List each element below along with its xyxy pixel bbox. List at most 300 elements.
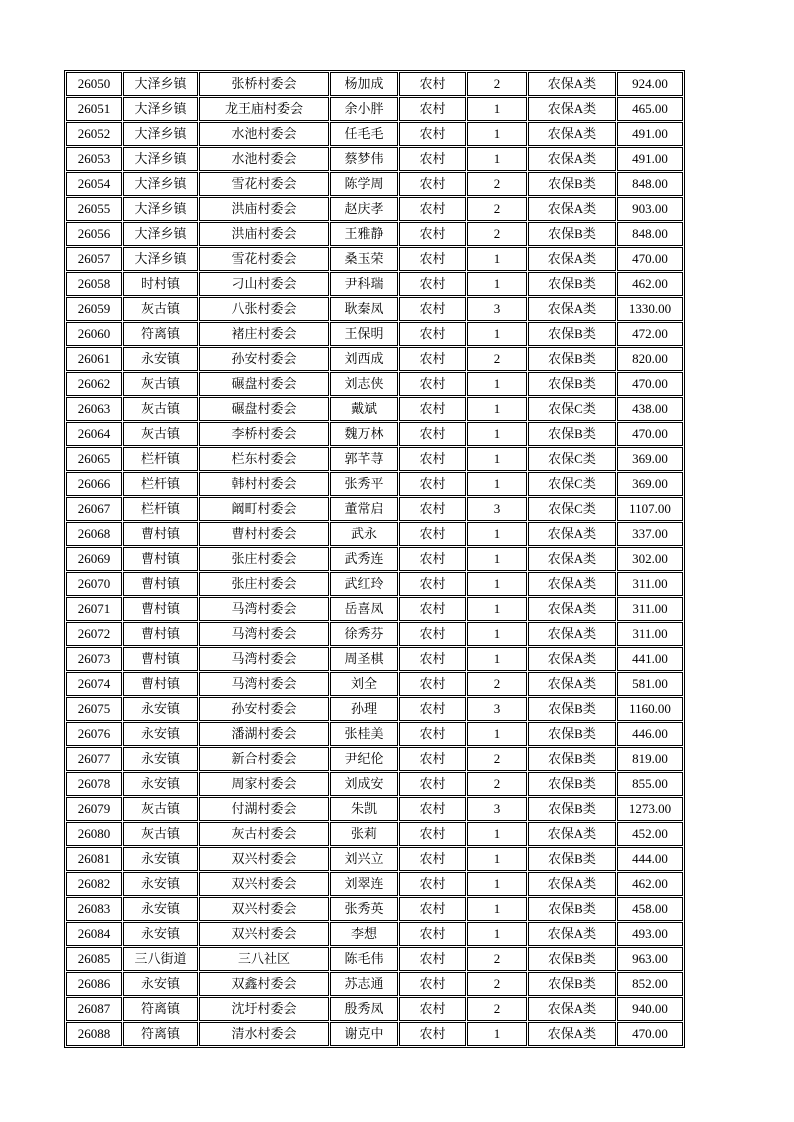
cell-village-committee: 周家村委会 xyxy=(199,772,329,796)
cell-person-name: 杨加成 xyxy=(330,72,398,96)
table-row xyxy=(66,347,683,371)
cell-village-committee: 张庄村委会 xyxy=(199,572,329,596)
cell-insurance-class: 农保B类 xyxy=(528,847,616,871)
cell-insurance-class: 农保A类 xyxy=(528,822,616,846)
cell-person-name: 蔡梦伟 xyxy=(330,147,398,171)
cell-household-type: 农村 xyxy=(399,222,466,246)
cell-town: 曹村镇 xyxy=(123,672,198,696)
cell-insurance-class: 农保B类 xyxy=(528,172,616,196)
cell-amount: 963.00 xyxy=(617,947,683,971)
cell-insurance-class: 农保A类 xyxy=(528,622,616,646)
cell-town: 永安镇 xyxy=(123,772,198,796)
cell-amount: 581.00 xyxy=(617,672,683,696)
cell-insurance-class: 农保A类 xyxy=(528,922,616,946)
table-row xyxy=(66,1022,683,1046)
cell-record-id: 26069 xyxy=(66,547,122,571)
cell-town: 大泽乡镇 xyxy=(123,172,198,196)
cell-record-id: 26072 xyxy=(66,622,122,646)
cell-village-committee: 付湖村委会 xyxy=(199,797,329,821)
cell-insurance-class: 农保A类 xyxy=(528,247,616,271)
cell-record-id: 26073 xyxy=(66,647,122,671)
cell-village-committee: 灰古村委会 xyxy=(199,822,329,846)
table-row xyxy=(66,497,683,521)
cell-person-name: 谢克中 xyxy=(330,1022,398,1046)
cell-town: 灰古镇 xyxy=(123,422,198,446)
table-row xyxy=(66,947,683,971)
cell-town: 栏杆镇 xyxy=(123,472,198,496)
cell-insurance-class: 农保A类 xyxy=(528,97,616,121)
cell-insurance-class: 农保B类 xyxy=(528,747,616,771)
cell-household-type: 农村 xyxy=(399,447,466,471)
cell-household-type: 农村 xyxy=(399,197,466,221)
cell-amount: 493.00 xyxy=(617,922,683,946)
cell-amount: 1273.00 xyxy=(617,797,683,821)
cell-insurance-class: 农保B类 xyxy=(528,347,616,371)
cell-household-type: 农村 xyxy=(399,622,466,646)
cell-town: 灰古镇 xyxy=(123,797,198,821)
cell-person-count: 1 xyxy=(467,147,527,171)
cell-village-committee: 曹村村委会 xyxy=(199,522,329,546)
cell-person-name: 耿秦凤 xyxy=(330,297,398,321)
records-table xyxy=(64,70,685,1048)
cell-insurance-class: 农保C类 xyxy=(528,397,616,421)
cell-person-name: 张莉 xyxy=(330,822,398,846)
cell-household-type: 农村 xyxy=(399,747,466,771)
cell-household-type: 农村 xyxy=(399,597,466,621)
cell-record-id: 26054 xyxy=(66,172,122,196)
cell-town: 永安镇 xyxy=(123,922,198,946)
cell-household-type: 农村 xyxy=(399,122,466,146)
cell-town: 曹村镇 xyxy=(123,572,198,596)
cell-village-committee: 雪花村委会 xyxy=(199,247,329,271)
cell-amount: 848.00 xyxy=(617,172,683,196)
cell-person-name: 董常启 xyxy=(330,497,398,521)
table-row xyxy=(66,422,683,446)
cell-town: 灰古镇 xyxy=(123,822,198,846)
cell-insurance-class: 农保B类 xyxy=(528,947,616,971)
cell-household-type: 农村 xyxy=(399,72,466,96)
cell-household-type: 农村 xyxy=(399,897,466,921)
cell-household-type: 农村 xyxy=(399,822,466,846)
cell-town: 永安镇 xyxy=(123,747,198,771)
cell-record-id: 26065 xyxy=(66,447,122,471)
cell-insurance-class: 农保A类 xyxy=(528,647,616,671)
cell-household-type: 农村 xyxy=(399,522,466,546)
cell-person-count: 3 xyxy=(467,497,527,521)
cell-town: 永安镇 xyxy=(123,697,198,721)
cell-household-type: 农村 xyxy=(399,572,466,596)
cell-amount: 462.00 xyxy=(617,272,683,296)
cell-person-count: 2 xyxy=(467,972,527,996)
cell-town: 永安镇 xyxy=(123,872,198,896)
cell-household-type: 农村 xyxy=(399,272,466,296)
table-row xyxy=(66,447,683,471)
cell-amount: 444.00 xyxy=(617,847,683,871)
cell-household-type: 农村 xyxy=(399,97,466,121)
cell-insurance-class: 农保B类 xyxy=(528,372,616,396)
cell-person-name: 戴斌 xyxy=(330,397,398,421)
cell-record-id: 26074 xyxy=(66,672,122,696)
cell-amount: 1160.00 xyxy=(617,697,683,721)
cell-amount: 855.00 xyxy=(617,772,683,796)
table-row xyxy=(66,722,683,746)
cell-insurance-class: 农保A类 xyxy=(528,597,616,621)
cell-person-name: 李想 xyxy=(330,922,398,946)
cell-household-type: 农村 xyxy=(399,397,466,421)
cell-insurance-class: 农保A类 xyxy=(528,572,616,596)
cell-household-type: 农村 xyxy=(399,1022,466,1046)
cell-person-name: 张秀英 xyxy=(330,897,398,921)
cell-household-type: 农村 xyxy=(399,872,466,896)
cell-village-committee: 沈圩村委会 xyxy=(199,997,329,1021)
cell-person-count: 3 xyxy=(467,297,527,321)
cell-town: 曹村镇 xyxy=(123,522,198,546)
cell-person-name: 张桂美 xyxy=(330,722,398,746)
cell-record-id: 26087 xyxy=(66,997,122,1021)
cell-person-name: 尹纪伦 xyxy=(330,747,398,771)
cell-person-name: 朱凯 xyxy=(330,797,398,821)
cell-village-committee: 李桥村委会 xyxy=(199,422,329,446)
cell-record-id: 26057 xyxy=(66,247,122,271)
cell-village-committee: 双兴村委会 xyxy=(199,847,329,871)
cell-town: 栏杆镇 xyxy=(123,447,198,471)
cell-person-name: 苏志通 xyxy=(330,972,398,996)
cell-person-name: 殷秀凤 xyxy=(330,997,398,1021)
cell-person-count: 1 xyxy=(467,372,527,396)
cell-person-name: 王雅静 xyxy=(330,222,398,246)
cell-town: 曹村镇 xyxy=(123,597,198,621)
cell-person-name: 刘西成 xyxy=(330,347,398,371)
cell-insurance-class: 农保C类 xyxy=(528,497,616,521)
table-row xyxy=(66,322,683,346)
cell-insurance-class: 农保A类 xyxy=(528,547,616,571)
cell-person-count: 3 xyxy=(467,797,527,821)
cell-household-type: 农村 xyxy=(399,997,466,1021)
cell-insurance-class: 农保A类 xyxy=(528,147,616,171)
cell-amount: 458.00 xyxy=(617,897,683,921)
cell-town: 永安镇 xyxy=(123,347,198,371)
cell-person-count: 1 xyxy=(467,472,527,496)
cell-amount: 820.00 xyxy=(617,347,683,371)
cell-record-id: 26070 xyxy=(66,572,122,596)
cell-amount: 491.00 xyxy=(617,122,683,146)
cell-village-committee: 褚庄村委会 xyxy=(199,322,329,346)
cell-record-id: 26088 xyxy=(66,1022,122,1046)
table-row xyxy=(66,522,683,546)
cell-insurance-class: 农保B类 xyxy=(528,697,616,721)
cell-village-committee: 洪庙村委会 xyxy=(199,222,329,246)
cell-person-count: 2 xyxy=(467,772,527,796)
cell-person-count: 1 xyxy=(467,922,527,946)
cell-insurance-class: 农保A类 xyxy=(528,72,616,96)
cell-insurance-class: 农保C类 xyxy=(528,472,616,496)
table-row xyxy=(66,122,683,146)
cell-village-committee: 潘湖村委会 xyxy=(199,722,329,746)
cell-amount: 470.00 xyxy=(617,422,683,446)
cell-town: 三八街道 xyxy=(123,947,198,971)
table-row xyxy=(66,747,683,771)
table-row xyxy=(66,572,683,596)
cell-village-committee: 韩村村委会 xyxy=(199,472,329,496)
cell-person-count: 1 xyxy=(467,572,527,596)
cell-amount: 452.00 xyxy=(617,822,683,846)
cell-record-id: 26082 xyxy=(66,872,122,896)
cell-person-name: 王保明 xyxy=(330,322,398,346)
cell-person-name: 刘成安 xyxy=(330,772,398,796)
table-row xyxy=(66,822,683,846)
cell-household-type: 农村 xyxy=(399,697,466,721)
cell-record-id: 26080 xyxy=(66,822,122,846)
cell-person-name: 赵庆孝 xyxy=(330,197,398,221)
cell-insurance-class: 农保B类 xyxy=(528,772,616,796)
cell-person-name: 刘兴立 xyxy=(330,847,398,871)
cell-insurance-class: 农保A类 xyxy=(528,197,616,221)
cell-person-count: 1 xyxy=(467,97,527,121)
cell-insurance-class: 农保B类 xyxy=(528,222,616,246)
cell-village-committee: 雪花村委会 xyxy=(199,172,329,196)
cell-record-id: 26051 xyxy=(66,97,122,121)
cell-amount: 446.00 xyxy=(617,722,683,746)
cell-village-committee: 碾盘村委会 xyxy=(199,372,329,396)
cell-person-count: 1 xyxy=(467,597,527,621)
table-row xyxy=(66,772,683,796)
cell-amount: 470.00 xyxy=(617,1022,683,1046)
cell-household-type: 农村 xyxy=(399,247,466,271)
cell-record-id: 26084 xyxy=(66,922,122,946)
cell-village-committee: 双鑫村委会 xyxy=(199,972,329,996)
cell-record-id: 26081 xyxy=(66,847,122,871)
cell-town: 大泽乡镇 xyxy=(123,72,198,96)
cell-person-count: 1 xyxy=(467,397,527,421)
table-body xyxy=(66,72,683,1046)
table-row xyxy=(66,97,683,121)
cell-village-committee: 孙安村委会 xyxy=(199,697,329,721)
cell-village-committee: 碾盘村委会 xyxy=(199,397,329,421)
cell-person-name: 周圣棋 xyxy=(330,647,398,671)
cell-household-type: 农村 xyxy=(399,647,466,671)
cell-person-count: 2 xyxy=(467,197,527,221)
table-row xyxy=(66,622,683,646)
cell-person-name: 刘志侠 xyxy=(330,372,398,396)
cell-person-name: 魏万林 xyxy=(330,422,398,446)
cell-town: 灰古镇 xyxy=(123,397,198,421)
cell-amount: 1330.00 xyxy=(617,297,683,321)
table-row xyxy=(66,872,683,896)
table-row xyxy=(66,472,683,496)
cell-record-id: 26052 xyxy=(66,122,122,146)
cell-household-type: 农村 xyxy=(399,797,466,821)
cell-village-committee: 双兴村委会 xyxy=(199,897,329,921)
cell-town: 灰古镇 xyxy=(123,297,198,321)
cell-village-committee: 马湾村委会 xyxy=(199,647,329,671)
cell-record-id: 26086 xyxy=(66,972,122,996)
cell-household-type: 农村 xyxy=(399,497,466,521)
cell-person-count: 1 xyxy=(467,897,527,921)
cell-record-id: 26083 xyxy=(66,897,122,921)
cell-amount: 1107.00 xyxy=(617,497,683,521)
cell-village-committee: 刁山村委会 xyxy=(199,272,329,296)
cell-record-id: 26079 xyxy=(66,797,122,821)
cell-insurance-class: 农保A类 xyxy=(528,297,616,321)
cell-person-count: 1 xyxy=(467,322,527,346)
cell-village-committee: 阚町村委会 xyxy=(199,497,329,521)
cell-person-count: 2 xyxy=(467,172,527,196)
cell-amount: 438.00 xyxy=(617,397,683,421)
cell-village-committee: 双兴村委会 xyxy=(199,872,329,896)
cell-person-name: 张秀平 xyxy=(330,472,398,496)
cell-village-committee: 马湾村委会 xyxy=(199,672,329,696)
cell-record-id: 26060 xyxy=(66,322,122,346)
cell-person-count: 1 xyxy=(467,722,527,746)
cell-household-type: 农村 xyxy=(399,297,466,321)
cell-insurance-class: 农保B类 xyxy=(528,972,616,996)
cell-record-id: 26067 xyxy=(66,497,122,521)
cell-amount: 848.00 xyxy=(617,222,683,246)
cell-insurance-class: 农保B类 xyxy=(528,272,616,296)
table-row xyxy=(66,897,683,921)
cell-person-count: 1 xyxy=(467,247,527,271)
cell-person-count: 1 xyxy=(467,422,527,446)
cell-village-committee: 洪庙村委会 xyxy=(199,197,329,221)
cell-household-type: 农村 xyxy=(399,947,466,971)
cell-record-id: 26058 xyxy=(66,272,122,296)
cell-village-committee: 新合村委会 xyxy=(199,747,329,771)
cell-person-count: 1 xyxy=(467,1022,527,1046)
cell-town: 永安镇 xyxy=(123,897,198,921)
cell-amount: 311.00 xyxy=(617,597,683,621)
cell-person-count: 1 xyxy=(467,272,527,296)
cell-household-type: 农村 xyxy=(399,347,466,371)
cell-town: 大泽乡镇 xyxy=(123,197,198,221)
cell-person-name: 岳喜凤 xyxy=(330,597,398,621)
cell-person-name: 武红玲 xyxy=(330,572,398,596)
cell-record-id: 26064 xyxy=(66,422,122,446)
cell-person-name: 任毛毛 xyxy=(330,122,398,146)
table-row xyxy=(66,147,683,171)
cell-person-name: 徐秀芬 xyxy=(330,622,398,646)
table-row xyxy=(66,922,683,946)
cell-person-count: 1 xyxy=(467,522,527,546)
table-row xyxy=(66,172,683,196)
cell-amount: 924.00 xyxy=(617,72,683,96)
cell-person-name: 陈毛伟 xyxy=(330,947,398,971)
cell-village-committee: 马湾村委会 xyxy=(199,597,329,621)
cell-insurance-class: 农保A类 xyxy=(528,1022,616,1046)
cell-record-id: 26055 xyxy=(66,197,122,221)
table-row xyxy=(66,647,683,671)
cell-person-name: 桑玉荣 xyxy=(330,247,398,271)
cell-insurance-class: 农保C类 xyxy=(528,447,616,471)
cell-town: 符离镇 xyxy=(123,997,198,1021)
cell-record-id: 26076 xyxy=(66,722,122,746)
cell-town: 永安镇 xyxy=(123,847,198,871)
cell-household-type: 农村 xyxy=(399,472,466,496)
cell-person-count: 3 xyxy=(467,697,527,721)
cell-amount: 441.00 xyxy=(617,647,683,671)
cell-person-name: 刘翠连 xyxy=(330,872,398,896)
cell-person-count: 1 xyxy=(467,622,527,646)
cell-village-committee: 三八社区 xyxy=(199,947,329,971)
cell-village-committee: 孙安村委会 xyxy=(199,347,329,371)
table-row xyxy=(66,972,683,996)
cell-town: 大泽乡镇 xyxy=(123,222,198,246)
cell-person-count: 1 xyxy=(467,447,527,471)
cell-town: 栏杆镇 xyxy=(123,497,198,521)
cell-record-id: 26061 xyxy=(66,347,122,371)
cell-town: 符离镇 xyxy=(123,322,198,346)
cell-person-name: 刘全 xyxy=(330,672,398,696)
cell-person-name: 尹科瑞 xyxy=(330,272,398,296)
cell-amount: 369.00 xyxy=(617,447,683,471)
table-row xyxy=(66,597,683,621)
cell-record-id: 26056 xyxy=(66,222,122,246)
cell-insurance-class: 农保B类 xyxy=(528,797,616,821)
cell-household-type: 农村 xyxy=(399,922,466,946)
table-row xyxy=(66,197,683,221)
cell-record-id: 26085 xyxy=(66,947,122,971)
cell-household-type: 农村 xyxy=(399,672,466,696)
cell-person-name: 余小胖 xyxy=(330,97,398,121)
cell-person-count: 2 xyxy=(467,997,527,1021)
table-row xyxy=(66,297,683,321)
cell-amount: 465.00 xyxy=(617,97,683,121)
cell-household-type: 农村 xyxy=(399,847,466,871)
cell-amount: 472.00 xyxy=(617,322,683,346)
cell-town: 符离镇 xyxy=(123,1022,198,1046)
cell-person-name: 郭芊荨 xyxy=(330,447,398,471)
cell-person-count: 2 xyxy=(467,947,527,971)
cell-amount: 852.00 xyxy=(617,972,683,996)
cell-village-committee: 八张村委会 xyxy=(199,297,329,321)
table-row xyxy=(66,697,683,721)
cell-person-name: 孙理 xyxy=(330,697,398,721)
cell-record-id: 26050 xyxy=(66,72,122,96)
cell-household-type: 农村 xyxy=(399,372,466,396)
table-row xyxy=(66,397,683,421)
cell-record-id: 26077 xyxy=(66,747,122,771)
cell-insurance-class: 农保B类 xyxy=(528,322,616,346)
cell-village-committee: 水池村委会 xyxy=(199,147,329,171)
table-row xyxy=(66,272,683,296)
table-row xyxy=(66,222,683,246)
cell-person-name: 陈学周 xyxy=(330,172,398,196)
cell-insurance-class: 农保B类 xyxy=(528,722,616,746)
cell-town: 曹村镇 xyxy=(123,622,198,646)
cell-village-committee: 双兴村委会 xyxy=(199,922,329,946)
cell-household-type: 农村 xyxy=(399,422,466,446)
cell-amount: 311.00 xyxy=(617,622,683,646)
cell-person-count: 1 xyxy=(467,547,527,571)
cell-village-committee: 张庄村委会 xyxy=(199,547,329,571)
cell-record-id: 26063 xyxy=(66,397,122,421)
cell-village-committee: 清水村委会 xyxy=(199,1022,329,1046)
cell-record-id: 26078 xyxy=(66,772,122,796)
cell-town: 时村镇 xyxy=(123,272,198,296)
cell-amount: 311.00 xyxy=(617,572,683,596)
cell-person-count: 1 xyxy=(467,647,527,671)
cell-household-type: 农村 xyxy=(399,972,466,996)
cell-amount: 470.00 xyxy=(617,372,683,396)
cell-town: 曹村镇 xyxy=(123,647,198,671)
cell-amount: 819.00 xyxy=(617,747,683,771)
cell-person-count: 2 xyxy=(467,72,527,96)
cell-person-count: 2 xyxy=(467,347,527,371)
table-row xyxy=(66,797,683,821)
cell-record-id: 26075 xyxy=(66,697,122,721)
cell-village-committee: 龙王庙村委会 xyxy=(199,97,329,121)
cell-town: 大泽乡镇 xyxy=(123,247,198,271)
cell-record-id: 26053 xyxy=(66,147,122,171)
